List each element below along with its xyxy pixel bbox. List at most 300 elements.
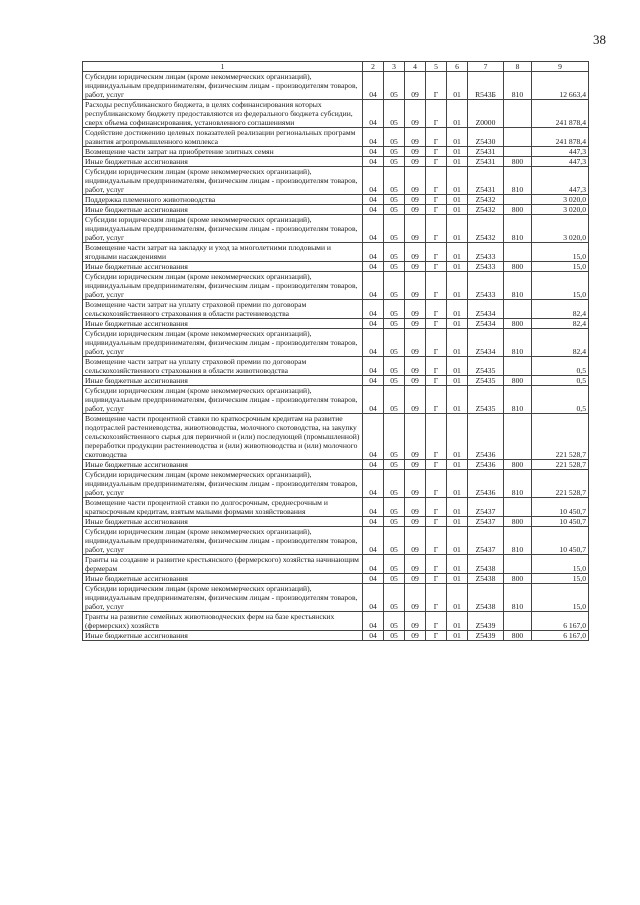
- subprogram-code: Г: [426, 72, 447, 100]
- row-name: Иные бюджетные ассигнования: [83, 157, 363, 167]
- row-name: Субсидии юридическим лицам (кроме некоммерческих организаций), индивидуальным предпринимателям, физическим лицам - производителям товаров, работ, услуг: [83, 386, 363, 414]
- subsection-code: 05: [384, 72, 405, 100]
- amount: 6 167,0: [532, 631, 589, 641]
- row-name: Субсидии юридическим лицам (кроме некоммерческих организаций), индивидуальным предпринимателям, физическим лицам - производителям товаров, работ, услуг: [83, 584, 363, 612]
- amount: 3 020,0: [532, 205, 589, 215]
- program-code: 09: [405, 612, 426, 631]
- table-row: [83, 329, 589, 357]
- event-code: 01: [447, 100, 468, 128]
- expense-type-code: [504, 357, 532, 376]
- table-row: [83, 517, 589, 527]
- subsection-code: 05: [384, 319, 405, 329]
- subsection-code: 05: [384, 460, 405, 470]
- amount: 82,4: [532, 319, 589, 329]
- header-column-sum: 9: [532, 62, 589, 72]
- event-code: 01: [447, 128, 468, 147]
- event-code: 01: [447, 167, 468, 195]
- event-code: 01: [447, 460, 468, 470]
- subsection-code: 05: [384, 167, 405, 195]
- section-code: 04: [363, 555, 384, 574]
- table-row: [83, 72, 589, 100]
- section-code: 04: [363, 147, 384, 157]
- event-code: 01: [447, 319, 468, 329]
- amount: 241 878,4: [532, 100, 589, 128]
- expense-type-code: [504, 498, 532, 517]
- subsection-code: 05: [384, 376, 405, 386]
- row-name: Субсидии юридическим лицам (кроме некоммерческих организаций), индивидуальным предпринимателям, физическим лицам - производителям товаров, работ, услуг: [83, 470, 363, 498]
- table-row: [83, 414, 589, 460]
- event-code: 01: [447, 517, 468, 527]
- section-code: 04: [363, 205, 384, 215]
- subprogram-code: Г: [426, 329, 447, 357]
- expense-type-code: 800: [504, 319, 532, 329]
- subsection-code: 05: [384, 262, 405, 272]
- subsection-code: 05: [384, 157, 405, 167]
- expense-code: Z5433: [468, 272, 504, 300]
- expense-code: R543Б: [468, 72, 504, 100]
- expense-code: Z5433: [468, 243, 504, 262]
- row-name: Гранты на развитие семейных животноводческих ферм на базе крестьянских (фермерских) хозяйств: [83, 612, 363, 631]
- amount: 15,0: [532, 584, 589, 612]
- row-name: Иные бюджетные ассигнования: [83, 631, 363, 641]
- subprogram-code: Г: [426, 584, 447, 612]
- event-code: 01: [447, 584, 468, 612]
- subsection-code: 05: [384, 329, 405, 357]
- header-column-subsection: 3: [384, 62, 405, 72]
- program-code: 09: [405, 527, 426, 555]
- row-name: Содействие достижению целевых показателей реализации региональных программ развития агропромышленного комплекса: [83, 128, 363, 147]
- event-code: 01: [447, 498, 468, 517]
- amount: 15,0: [532, 555, 589, 574]
- event-code: 01: [447, 631, 468, 641]
- event-code: 01: [447, 574, 468, 584]
- table-row: [83, 470, 589, 498]
- section-code: 04: [363, 414, 384, 460]
- program-code: 09: [405, 205, 426, 215]
- subprogram-code: Г: [426, 205, 447, 215]
- expense-code: Z5438: [468, 574, 504, 584]
- subprogram-code: Г: [426, 517, 447, 527]
- amount: 15,0: [532, 243, 589, 262]
- subprogram-code: Г: [426, 386, 447, 414]
- event-code: 01: [447, 414, 468, 460]
- expense-code: Z5430: [468, 128, 504, 147]
- expense-code: Z5431: [468, 167, 504, 195]
- expense-type-code: 800: [504, 460, 532, 470]
- row-name: Иные бюджетные ассигнования: [83, 205, 363, 215]
- subsection-code: 05: [384, 555, 405, 574]
- subprogram-code: Г: [426, 167, 447, 195]
- subprogram-code: Г: [426, 357, 447, 376]
- section-code: 04: [363, 128, 384, 147]
- expense-code: Z5438: [468, 555, 504, 574]
- subsection-code: 05: [384, 386, 405, 414]
- subsection-code: 05: [384, 128, 405, 147]
- table-row: [83, 376, 589, 386]
- table-row: [83, 100, 589, 128]
- subprogram-code: Г: [426, 414, 447, 460]
- table-row: [83, 157, 589, 167]
- expense-code: Z5435: [468, 376, 504, 386]
- expense-type-code: [504, 243, 532, 262]
- row-name: Иные бюджетные ассигнования: [83, 376, 363, 386]
- row-name: Возмещение части затрат на уплату страховой премии по договорам сельскохозяйственного страхования в области растениеводства: [83, 300, 363, 319]
- expense-type-code: 810: [504, 470, 532, 498]
- subsection-code: 05: [384, 470, 405, 498]
- event-code: 01: [447, 72, 468, 100]
- row-name: Иные бюджетные ассигнования: [83, 460, 363, 470]
- amount: 221 528,7: [532, 470, 589, 498]
- subprogram-code: Г: [426, 195, 447, 205]
- section-code: 04: [363, 100, 384, 128]
- table-row: [83, 527, 589, 555]
- event-code: 01: [447, 612, 468, 631]
- header-column-program: 4: [405, 62, 426, 72]
- row-name: Расходы республиканского бюджета, в целях софинансирования которых республиканскому бюджету предоставляются из федерального бюджета субсидии, сверх объема софинансирования, установленного соглашениями: [83, 100, 363, 128]
- expense-code: Z5431: [468, 147, 504, 157]
- amount: 12 663,4: [532, 72, 589, 100]
- event-code: 01: [447, 215, 468, 243]
- program-code: 09: [405, 470, 426, 498]
- table-row: [83, 584, 589, 612]
- expense-type-code: [504, 128, 532, 147]
- expense-code: Z5431: [468, 157, 504, 167]
- subprogram-code: Г: [426, 157, 447, 167]
- expense-type-code: 810: [504, 584, 532, 612]
- program-code: 09: [405, 100, 426, 128]
- expense-type-code: [504, 147, 532, 157]
- subsection-code: 05: [384, 272, 405, 300]
- table-row: [83, 272, 589, 300]
- table-row: [83, 612, 589, 631]
- program-code: 09: [405, 555, 426, 574]
- program-code: 09: [405, 386, 426, 414]
- event-code: 01: [447, 195, 468, 205]
- program-code: 09: [405, 376, 426, 386]
- table-row: [83, 574, 589, 584]
- subprogram-code: Г: [426, 147, 447, 157]
- subsection-code: 05: [384, 205, 405, 215]
- table-row: [83, 300, 589, 319]
- program-code: 09: [405, 517, 426, 527]
- program-code: 09: [405, 72, 426, 100]
- subsection-code: 05: [384, 147, 405, 157]
- subprogram-code: Г: [426, 272, 447, 300]
- subprogram-code: Г: [426, 574, 447, 584]
- expense-type-code: [504, 100, 532, 128]
- expense-code: Z5436: [468, 460, 504, 470]
- table-row: [83, 386, 589, 414]
- amount: 10 450,7: [532, 527, 589, 555]
- header-column-expense-type: 8: [504, 62, 532, 72]
- expense-type-code: 800: [504, 631, 532, 641]
- table-row: [83, 262, 589, 272]
- expense-type-code: 810: [504, 386, 532, 414]
- expense-type-code: [504, 612, 532, 631]
- expense-code: Z5439: [468, 631, 504, 641]
- expense-code: Z5437: [468, 517, 504, 527]
- table-row: [83, 319, 589, 329]
- amount: 10 450,7: [532, 498, 589, 517]
- amount: 447,3: [532, 167, 589, 195]
- table-row: [83, 357, 589, 376]
- program-code: 09: [405, 215, 426, 243]
- section-code: 04: [363, 319, 384, 329]
- expense-code: Z0000: [468, 100, 504, 128]
- row-name: Возмещение части затрат на уплату страховой премии по договорам сельскохозяйственного страхования в области животноводства: [83, 357, 363, 376]
- section-code: 04: [363, 357, 384, 376]
- program-code: 09: [405, 460, 426, 470]
- event-code: 01: [447, 386, 468, 414]
- subprogram-code: Г: [426, 100, 447, 128]
- expense-code: Z5434: [468, 300, 504, 319]
- expense-type-code: 810: [504, 527, 532, 555]
- expense-type-code: 800: [504, 574, 532, 584]
- subprogram-code: Г: [426, 215, 447, 243]
- event-code: 01: [447, 243, 468, 262]
- subsection-code: 05: [384, 527, 405, 555]
- table-row: [83, 128, 589, 147]
- section-code: 04: [363, 376, 384, 386]
- event-code: 01: [447, 272, 468, 300]
- table-row: [83, 205, 589, 215]
- expense-code: Z5436: [468, 414, 504, 460]
- program-code: 09: [405, 195, 426, 205]
- row-name: Гранты на создание и развитие крестьянского (фермерского) хозяйства начинающим фермерам: [83, 555, 363, 574]
- table-body: [83, 72, 589, 641]
- section-code: 04: [363, 612, 384, 631]
- expense-type-code: 810: [504, 215, 532, 243]
- event-code: 01: [447, 470, 468, 498]
- amount: 221 528,7: [532, 414, 589, 460]
- amount: 0,5: [532, 376, 589, 386]
- subsection-code: 05: [384, 498, 405, 517]
- expense-code: Z5432: [468, 215, 504, 243]
- amount: 15,0: [532, 262, 589, 272]
- program-code: 09: [405, 574, 426, 584]
- subsection-code: 05: [384, 215, 405, 243]
- amount: 15,0: [532, 574, 589, 584]
- event-code: 01: [447, 527, 468, 555]
- expense-type-code: 800: [504, 262, 532, 272]
- row-name: Субсидии юридическим лицам (кроме некоммерческих организаций), индивидуальным предпринимателям, физическим лицам - производителям товаров, работ, услуг: [83, 167, 363, 195]
- subprogram-code: Г: [426, 555, 447, 574]
- subsection-code: 05: [384, 517, 405, 527]
- section-code: 04: [363, 460, 384, 470]
- section-code: 04: [363, 157, 384, 167]
- section-code: 04: [363, 517, 384, 527]
- amount: 82,4: [532, 329, 589, 357]
- program-code: 09: [405, 414, 426, 460]
- amount: 82,4: [532, 300, 589, 319]
- amount: 241 878,4: [532, 128, 589, 147]
- expense-type-code: [504, 555, 532, 574]
- expense-code: Z5434: [468, 319, 504, 329]
- subsection-code: 05: [384, 414, 405, 460]
- subprogram-code: Г: [426, 498, 447, 517]
- expense-type-code: 800: [504, 376, 532, 386]
- section-code: 04: [363, 498, 384, 517]
- event-code: 01: [447, 329, 468, 357]
- program-code: 09: [405, 357, 426, 376]
- table-row: [83, 555, 589, 574]
- event-code: 01: [447, 157, 468, 167]
- section-code: 04: [363, 72, 384, 100]
- expense-code: Z5437: [468, 527, 504, 555]
- subsection-code: 05: [384, 612, 405, 631]
- amount: 3 020,0: [532, 195, 589, 205]
- subprogram-code: Г: [426, 300, 447, 319]
- expense-code: Z5432: [468, 195, 504, 205]
- table-row: [83, 167, 589, 195]
- table-row: [83, 243, 589, 262]
- subsection-code: 05: [384, 300, 405, 319]
- row-name: Иные бюджетные ассигнования: [83, 517, 363, 527]
- subsection-code: 05: [384, 100, 405, 128]
- row-name: Субсидии юридическим лицам (кроме некоммерческих организаций), индивидуальным предпринимателям, физическим лицам - производителям товаров, работ, услуг: [83, 215, 363, 243]
- expense-code: Z5433: [468, 262, 504, 272]
- subprogram-code: Г: [426, 262, 447, 272]
- subprogram-code: Г: [426, 243, 447, 262]
- amount: 3 020,0: [532, 215, 589, 243]
- expense-type-code: 810: [504, 72, 532, 100]
- subprogram-code: Г: [426, 376, 447, 386]
- event-code: 01: [447, 147, 468, 157]
- section-code: 04: [363, 329, 384, 357]
- row-name: Субсидии юридическим лицам (кроме некоммерческих организаций), индивидуальным предпринимателям, физическим лицам - производителям товаров, работ, услуг: [83, 527, 363, 555]
- budget-table: [82, 61, 589, 641]
- expense-type-code: [504, 300, 532, 319]
- expense-code: Z5432: [468, 205, 504, 215]
- program-code: 09: [405, 128, 426, 147]
- subprogram-code: Г: [426, 527, 447, 555]
- table-row: [83, 147, 589, 157]
- expense-code: Z5436: [468, 470, 504, 498]
- row-name: Иные бюджетные ассигнования: [83, 262, 363, 272]
- program-code: 09: [405, 631, 426, 641]
- header-column-expense-code: 7: [468, 62, 504, 72]
- amount: 15,0: [532, 272, 589, 300]
- program-code: 09: [405, 329, 426, 357]
- expense-type-code: 810: [504, 167, 532, 195]
- section-code: 04: [363, 262, 384, 272]
- table-row: [83, 460, 589, 470]
- table-row: [83, 195, 589, 205]
- header-column-subprogram: 5: [426, 62, 447, 72]
- section-code: 04: [363, 584, 384, 612]
- subprogram-code: Г: [426, 612, 447, 631]
- subsection-code: 05: [384, 243, 405, 262]
- expense-code: Z5435: [468, 357, 504, 376]
- amount: 6 167,0: [532, 612, 589, 631]
- amount: 0,5: [532, 357, 589, 376]
- section-code: 04: [363, 527, 384, 555]
- program-code: 09: [405, 584, 426, 612]
- expense-code: Z5437: [468, 498, 504, 517]
- expense-type-code: [504, 414, 532, 460]
- expense-code: Z5435: [468, 386, 504, 414]
- table-row: [83, 631, 589, 641]
- expense-type-code: 810: [504, 329, 532, 357]
- page-number: 38: [593, 32, 606, 47]
- expense-type-code: 800: [504, 517, 532, 527]
- row-name: Возмещение части затрат на приобретение элитных семян: [83, 147, 363, 157]
- expense-type-code: 800: [504, 157, 532, 167]
- program-code: 09: [405, 300, 426, 319]
- subprogram-code: Г: [426, 631, 447, 641]
- section-code: 04: [363, 195, 384, 205]
- row-name: Субсидии юридическим лицам (кроме некоммерческих организаций), индивидуальным предпринимателям, физическим лицам - производителям товаров, работ, услуг: [83, 72, 363, 100]
- section-code: 04: [363, 272, 384, 300]
- program-code: 09: [405, 157, 426, 167]
- section-code: 04: [363, 243, 384, 262]
- subsection-code: 05: [384, 574, 405, 584]
- program-code: 09: [405, 243, 426, 262]
- amount: 447,3: [532, 147, 589, 157]
- subsection-code: 05: [384, 584, 405, 612]
- program-code: 09: [405, 272, 426, 300]
- header-column-event: 6: [447, 62, 468, 72]
- subprogram-code: Г: [426, 470, 447, 498]
- row-name: Иные бюджетные ассигнования: [83, 574, 363, 584]
- table-row: [83, 498, 589, 517]
- section-code: 04: [363, 631, 384, 641]
- event-code: 01: [447, 376, 468, 386]
- expense-code: Z5439: [468, 612, 504, 631]
- expense-code: Z5438: [468, 584, 504, 612]
- section-code: 04: [363, 470, 384, 498]
- section-code: 04: [363, 300, 384, 319]
- subsection-code: 05: [384, 357, 405, 376]
- event-code: 01: [447, 300, 468, 319]
- amount: 10 450,7: [532, 517, 589, 527]
- program-code: 09: [405, 319, 426, 329]
- section-code: 04: [363, 215, 384, 243]
- header-row: [83, 62, 589, 72]
- section-code: 04: [363, 167, 384, 195]
- table-row: [83, 215, 589, 243]
- row-name: Возмещение части процентной ставки по долгосрочным, среднесрочным и краткосрочным кредитам, взятым малыми формами хозяйствования: [83, 498, 363, 517]
- row-name: Возмещение части затрат на закладку и уход за многолетними плодовыми и ягодными насаждениями: [83, 243, 363, 262]
- header-column-section: 2: [363, 62, 384, 72]
- expense-type-code: 810: [504, 272, 532, 300]
- program-code: 09: [405, 498, 426, 517]
- row-name: Иные бюджетные ассигнования: [83, 319, 363, 329]
- event-code: 01: [447, 555, 468, 574]
- section-code: 04: [363, 386, 384, 414]
- program-code: 09: [405, 167, 426, 195]
- expense-type-code: 800: [504, 205, 532, 215]
- amount: 221 528,7: [532, 460, 589, 470]
- row-name: Поддержка племенного животноводства: [83, 195, 363, 205]
- subsection-code: 05: [384, 631, 405, 641]
- row-name: Возмещение части процентной ставки по краткосрочным кредитам на развитие подотраслей растениеводства, животноводства, молочного скотоводства, на закупку сельскохозяйственного сырья для первичной и (или) последующей (промышленной) переработки продукции растениеводства и (или) животноводства и (или) молочного скотоводства: [83, 414, 363, 460]
- subprogram-code: Г: [426, 460, 447, 470]
- subsection-code: 05: [384, 195, 405, 205]
- program-code: 09: [405, 147, 426, 157]
- subprogram-code: Г: [426, 319, 447, 329]
- amount: 447,3: [532, 157, 589, 167]
- event-code: 01: [447, 205, 468, 215]
- event-code: 01: [447, 262, 468, 272]
- expense-code: Z5434: [468, 329, 504, 357]
- program-code: 09: [405, 262, 426, 272]
- header-column-name: 1: [83, 62, 363, 72]
- expense-type-code: [504, 195, 532, 205]
- amount: 0,5: [532, 386, 589, 414]
- row-name: Субсидии юридическим лицам (кроме некоммерческих организаций), индивидуальным предпринимателям, физическим лицам - производителям товаров, работ, услуг: [83, 272, 363, 300]
- row-name: Субсидии юридическим лицам (кроме некоммерческих организаций), индивидуальным предпринимателям, физическим лицам - производителям товаров, работ, услуг: [83, 329, 363, 357]
